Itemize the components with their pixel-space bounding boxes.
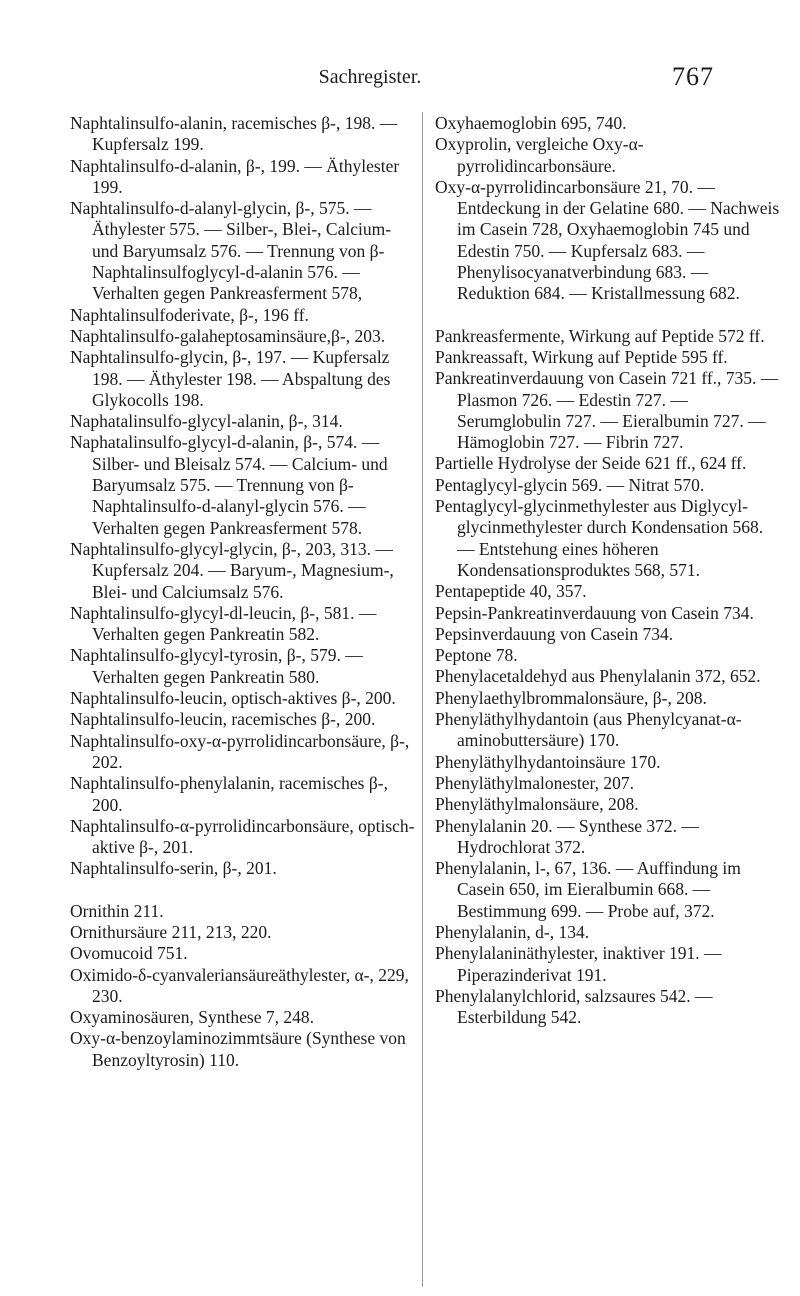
index-entry: Naphtalinsulfo-glycyl-dl-leucin, β-, 581. — Verhalten gegen Pankreatin 582.	[70, 602, 377, 645]
index-entry: Ovomucoid 751.	[70, 943, 188, 964]
index-entry: Pentaglycyl-glycin 569. — Nitrat 570.	[435, 474, 705, 495]
group-spacer	[70, 880, 415, 901]
index-entry: Oxyhaemoglobin 695, 740.	[435, 113, 627, 133]
index-entry: Peptone 78.	[435, 645, 518, 666]
index-entry: Naphtalinsulfo-d-alanin, β-, 199. — Äthylester 199.	[70, 155, 400, 197]
index-group-p	[435, 326, 780, 1029]
index-entry: Phenylacetaldehyd aus Phenylalanin 372, 652.	[435, 666, 761, 687]
index-entry: Naphtalinsulfo-leucin, racemisches β-, 200.	[70, 709, 376, 730]
page-title: Sachregister.	[318, 66, 422, 88]
index-entry: Oxy-α-benzoylaminozimmtsäure (Synthese von Benzoyltyrosin) 110.	[70, 1028, 406, 1070]
index-entry: Naphtalinsulfo-glycyl-tyrosin, β-, 579. — Verhalten gegen Pankreatin 580.	[70, 645, 363, 687]
index-entry: Naphtalinsulfo-α-pyrrolidincarbonsäure, optisch-aktive β-, 201.	[70, 815, 415, 858]
index-entry: Naphtalinsulfo-serin, β-, 201.	[70, 858, 277, 879]
index-entry: Pepsinverdauung von Casein 734.	[435, 623, 674, 644]
index-entry: Phenylalanylchlorid, salzsaures 542. — Esterbildung 542.	[435, 985, 713, 1028]
index-entry: Phenylaethylbrommalonsäure, β-, 208.	[435, 687, 707, 708]
left-column	[70, 113, 415, 1071]
index-entry: Pepsin-Pankreatinverdauung von Casein 734.	[435, 602, 754, 623]
index-entry: Naphtalinsulfo-phenylalanin, racemisches β-, 200.	[70, 773, 388, 815]
index-entry: Naphatalinsulfo-glycyl-d-alanin, β-, 574. — Silber- und Bleisalz 574. — Calcium- und Baryumsalz 575. — Trennung von β-Naphtalinsulfo-d-alanyl-glycin 576. — Verhalten gegen Pankreasferment 578.	[70, 432, 388, 538]
index-entry: Pankreatinverdauung von Casein 721 ff., 735. — Plasmon 726. — Edestin 727. — Serumglobulin 727. — Eieralbumin 727. — Hämoglobin 727. — Fibrin 727.	[435, 368, 779, 453]
index-entry: Naphtalinsulfo-alanin, racemisches β-, 198. — Kupfersalz 199.	[70, 113, 398, 155]
index-entry: Naphtalinsulfo-leucin, optisch-aktives β-, 200.	[70, 688, 396, 709]
index-entry: Phenyläthylmalonsäure, 208.	[435, 794, 639, 815]
index-group-oxy	[435, 113, 780, 305]
index-entry: Naphtalinsulfo-glycyl-glycin, β-, 203, 313. — Kupfersalz 204. — Baryum-, Magnesium-, Blei- und Calciumsalz 576.	[70, 538, 394, 602]
index-entry: Pentaglycyl-glycinmethylester aus Diglycyl-glycinmethylester durch Kondensation 568. — Entstehung eines höheren Kondensationsproduktes 568, 571.	[435, 496, 764, 580]
index-entry: Partielle Hydrolyse der Seide 621 ff., 624 ff.	[435, 453, 747, 474]
index-entry: Phenylalaninäthylester, inaktiver 191. — Piperazinderivat 191.	[435, 943, 722, 985]
index-entry: Phenylalanin, l-, 67, 136. — Auffindung im Casein 650, im Eieralbumin 668. — Bestimmung 699. — Probe auf, 372.	[435, 858, 741, 921]
index-entry: Oxy-α-pyrrolidincarbonsäure 21, 70. — Entdeckung in der Gelatine 680. — Nachweis im Casein 728, Oxyhaemoglobin 745 und Edestin 750. — Kupfersalz 683. — Phenylisocyanatverbindung 683. — Reduktion 684. — Kristallmessung 682.	[435, 176, 780, 304]
index-entry: Pankreasfermente, Wirkung auf Peptide 572 ff.	[435, 325, 765, 346]
index-entry: Ornithin 211.	[70, 900, 164, 921]
index-entry: Ornithursäure 211, 213, 220.	[70, 921, 272, 942]
index-group-o	[70, 901, 415, 1071]
index-entry: Naphtalinsulfo-d-alanyl-glycin, β-, 575. — Äthylester 575. — Silber-, Blei-, Calcium- und Baryumsalz 576. — Trennung von β-Naphtalinsulfoglycyl-d-alanin 576. — Verhalten gegen Pankreasferment 578,	[70, 198, 392, 304]
index-entry: Pentapeptide 40, 357.	[435, 581, 587, 602]
index-entry: Phenylalanin 20. — Synthese 372. — Hydrochlorat 372.	[435, 815, 699, 857]
column-divider	[422, 112, 423, 1287]
page-number: 767	[672, 62, 714, 91]
index-entry: Phenylalanin, d-, 134.	[435, 921, 590, 942]
index-entry: Phenyläthylhydantoin (aus Phenylcyanat-α-aminobuttersäure) 170.	[435, 709, 742, 751]
index-entry: Naphtalinsulfo-oxy-α-pyrrolidincarbonsäure, β-, 202.	[70, 730, 410, 772]
index-entry: Phenyläthylmalonester, 207.	[435, 772, 635, 793]
index-entry: Naphtalinsulfo-glycin, β-, 197. — Kupfersalz 198. — Äthylester 198. — Abspaltung des Glykocolls 198.	[70, 347, 391, 410]
index-entry: Naphtalinsulfoderivate, β-, 196 ff.	[70, 304, 309, 325]
index-entry: Oximido-δ-cyanvaleriansäureäthylester, α-, 229, 230.	[70, 964, 409, 1006]
index-entry: Oxyprolin, vergleiche Oxy-α-pyrrolidincarbonsäure.	[435, 134, 644, 176]
index-entry: Naphatalinsulfo-glycyl-alanin, β-, 314.	[70, 411, 343, 432]
index-entry: Pankreassaft, Wirkung auf Peptide 595 ff.	[435, 346, 728, 367]
group-spacer	[435, 305, 780, 326]
right-column	[435, 113, 780, 1028]
index-entry: Oxyaminosäuren, Synthese 7, 248.	[70, 1007, 314, 1028]
index-entry: Naphtalinsulfo-galaheptosaminsäure,β-, 203.	[70, 325, 386, 346]
index-entry: Phenyläthylhydantoinsäure 170.	[435, 751, 661, 772]
index-group-naphtalinsulfo	[70, 113, 415, 880]
running-head	[0, 60, 800, 100]
